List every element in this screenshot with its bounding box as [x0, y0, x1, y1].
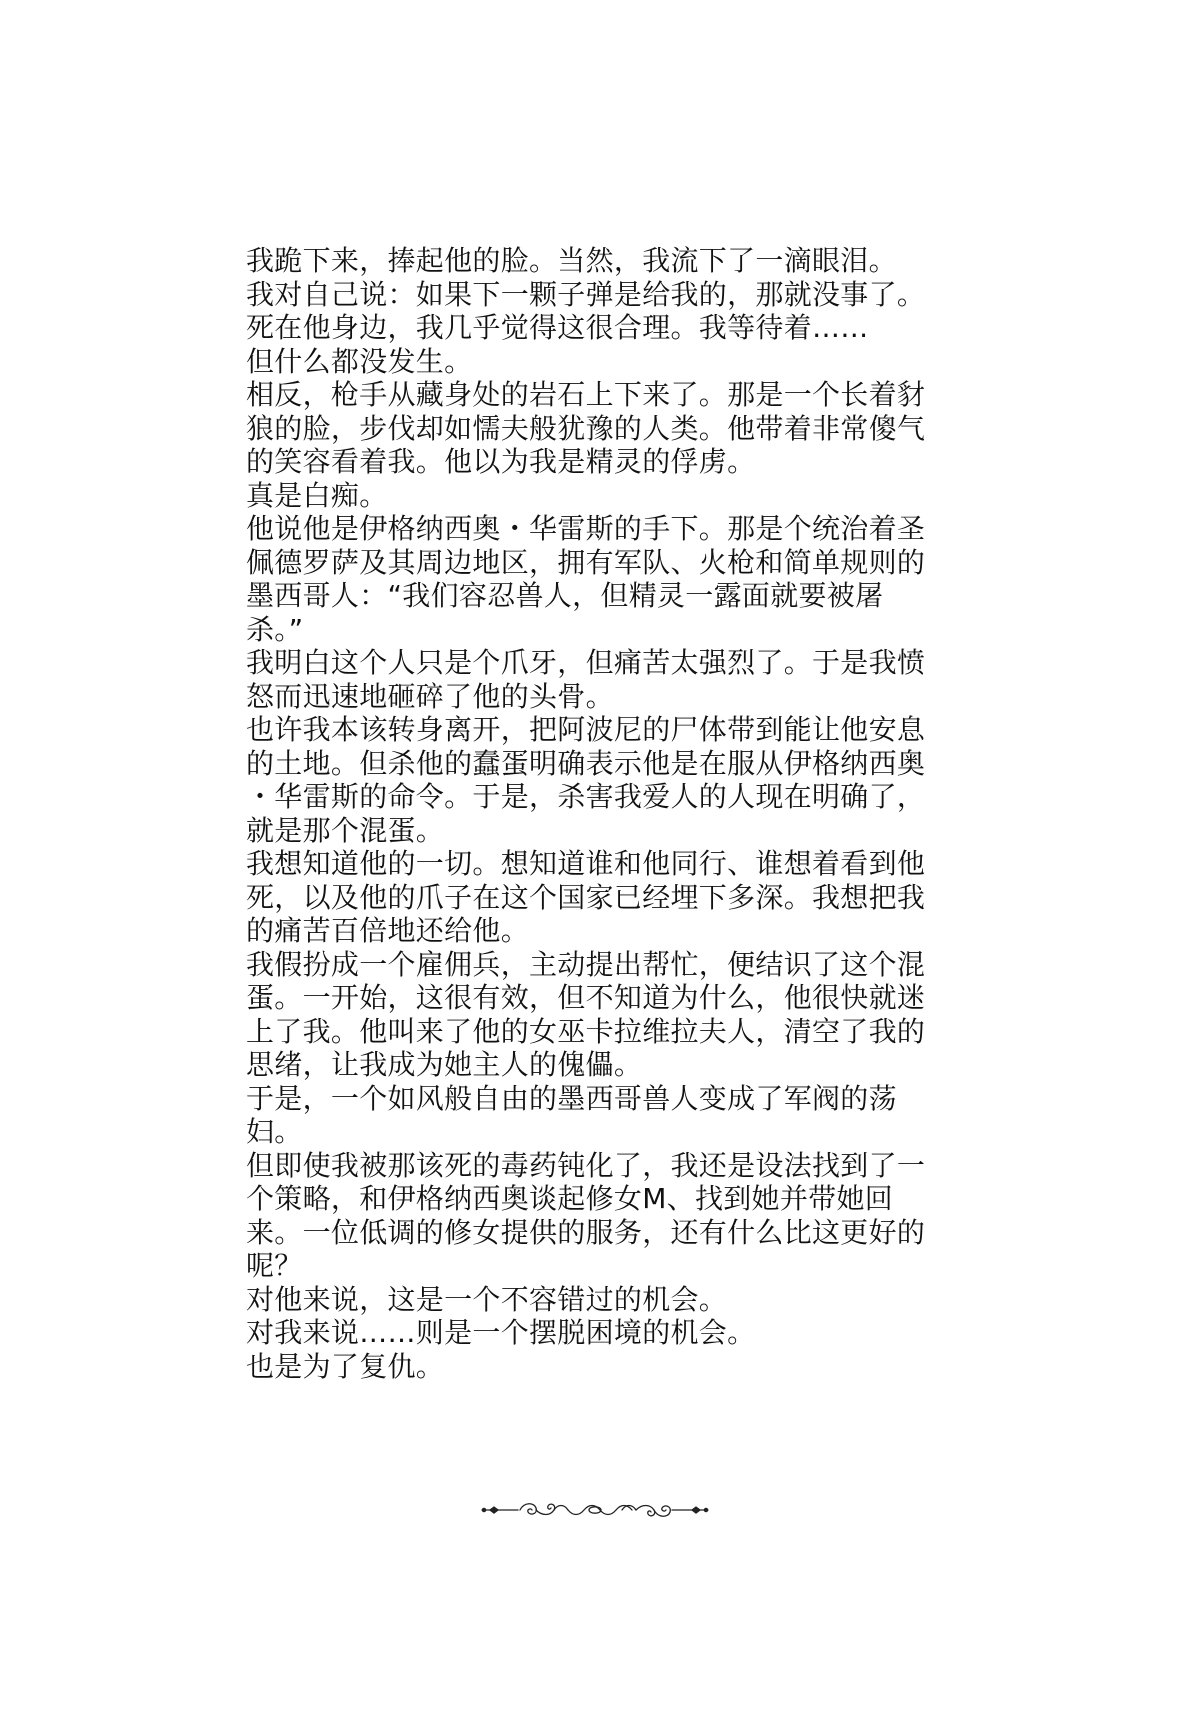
body-text	[246, 244, 926, 1383]
text-line: 对我来说……则是一个摆脱困境的机会。	[246, 1316, 756, 1349]
text-line: 佩德罗萨及其周边地区，拥有军队、火枪和简单规则的	[246, 545, 926, 579]
text-line: 但即使我被那该死的毒药钝化了，我还是设法找到了一	[246, 1148, 926, 1182]
text-line: 来。一位低调的修女提供的服务，还有什么比这更好的	[246, 1215, 926, 1249]
text-line: 杀。”	[246, 612, 304, 646]
text-line: 我明白这个人只是个爪牙，但痛苦太强烈了。于是我愤	[246, 646, 926, 679]
text-line: 狼的脸，步伐却如懦夫般犹豫的人类。他带着非常傻气	[246, 411, 926, 445]
text-line: 对他来说，这是一个不容错过的机会。	[246, 1282, 728, 1316]
text-line: ・华雷斯的命令。于是，杀害我爱人的人现在明确了，	[246, 780, 926, 813]
text-line: 墨西哥人：“我们容忍兽人，但精灵一露面就要被屠	[246, 579, 884, 612]
text-line: 他说他是伊格纳西奥・华雷斯的手下。那是个统治着圣	[246, 512, 926, 545]
text-line: 死，以及他的爪子在这个国家已经埋下多深。我想把我	[246, 880, 926, 914]
text-line: 我跪下来，捧起他的脸。当然，我流下了一滴眼泪。	[246, 244, 897, 277]
text-line: 相反，枪手从藏身处的岩石上下来了。那是一个长着豺	[246, 378, 926, 411]
text-line: 思绪，让我成为她主人的傀儡。	[246, 1048, 643, 1081]
text-line: 就是那个混蛋。	[246, 813, 445, 847]
text-line: 我对自己说：如果下一颗子弹是给我的，那就没事了。	[246, 277, 926, 311]
text-line: 的笑容看着我。他以为我是精灵的俘虏。	[246, 445, 756, 478]
text-line: 上了我。他叫来了他的女巫卡拉维拉夫人，清空了我的	[246, 1014, 926, 1048]
text-line: 个策略，和伊格纳西奥谈起修女M、找到她并带她回	[246, 1182, 894, 1215]
text-line: 我想知道他的一切。想知道谁和他同行、谁想着看到他	[246, 847, 926, 880]
text-line: 怒而迅速地砸碎了他的头骨。	[246, 679, 614, 713]
text-line: 也是为了复仇。	[246, 1349, 445, 1383]
text-line: 也许我本该转身离开，把阿波尼的尸体带到能让他安息	[246, 713, 926, 746]
text-line: 但什么都没发生。	[246, 344, 473, 378]
text-line: 于是，一个如风般自由的墨西哥兽人变成了军阀的荡	[246, 1081, 897, 1115]
text-line: 的土地。但杀他的蠢蛋明确表示他是在服从伊格纳西奥	[246, 746, 926, 780]
text-line: 死在他身边，我几乎觉得这很合理。我等待着……	[246, 311, 869, 344]
text-line: 的痛苦百倍地还给他。	[246, 914, 530, 947]
text-line: 真是白痴。	[246, 478, 388, 512]
text-line: 呢？	[246, 1249, 303, 1282]
scroll-divider-icon	[480, 1496, 710, 1524]
text-line: 蛋。一开始，这很有效，但不知道为什么，他很快就迷	[246, 981, 926, 1014]
text-line: 我假扮成一个雇佣兵，主动提出帮忙，便结识了这个混	[246, 947, 926, 981]
text-line: 妇。	[246, 1115, 303, 1148]
